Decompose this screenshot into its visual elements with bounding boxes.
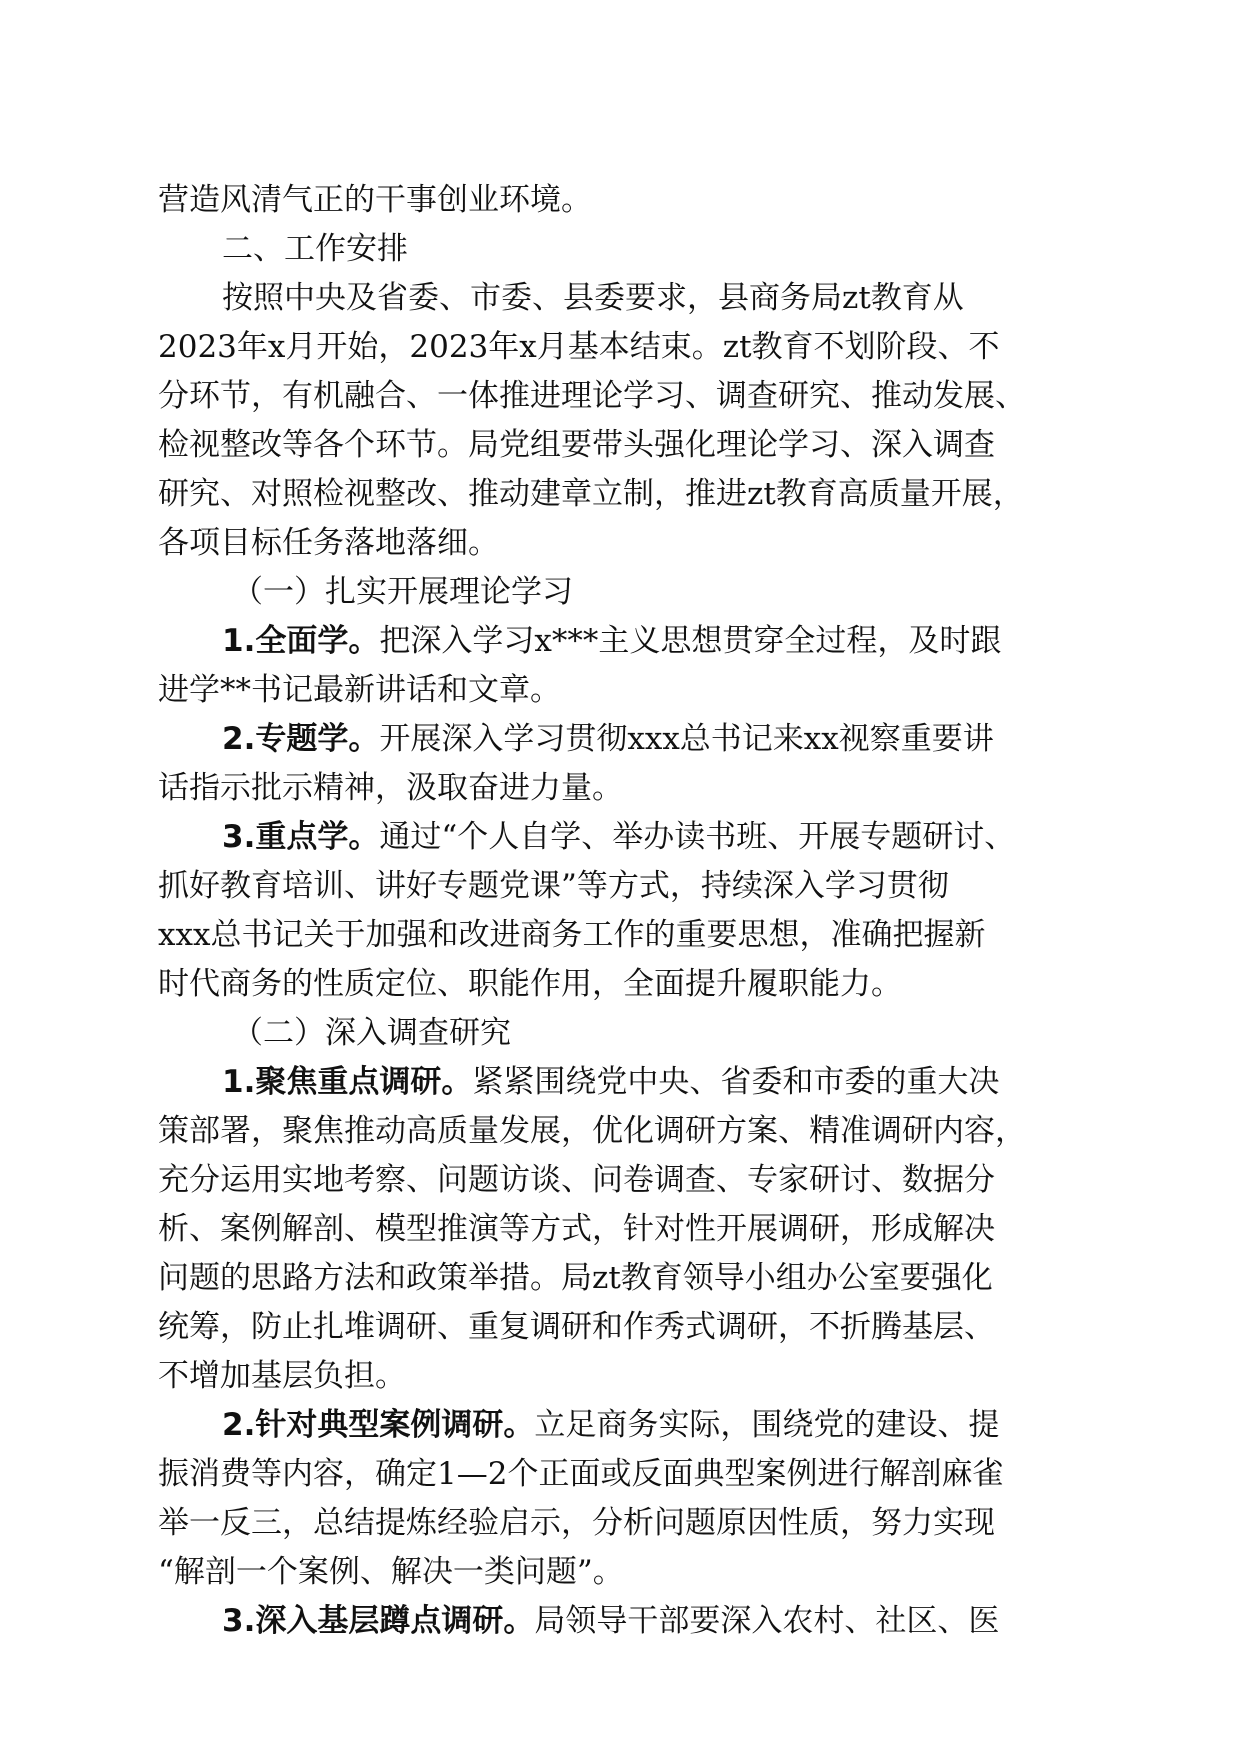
document-line: [158, 617, 1088, 666]
item-heading: 1.全面学。: [222, 623, 380, 659]
body-text: 紧紧围绕党中央、省委和市委的重大决: [472, 1064, 1000, 1100]
document-line: [158, 813, 1088, 862]
document-line: [158, 1205, 1088, 1254]
document-line: [158, 421, 1088, 470]
document-line: [158, 519, 1088, 568]
body-text: 时代商务的性质定位、职能作用，全面提升履职能力。: [158, 966, 902, 1002]
document-line: [158, 1548, 1088, 1597]
document-line: [158, 470, 1088, 519]
document-line: [158, 1597, 1088, 1646]
document-line: [158, 1254, 1088, 1303]
body-text: 检视整改等各个环节。局党组要带头强化理论学习、深入调查: [158, 427, 995, 463]
document-line: [158, 715, 1088, 764]
document-line: [158, 274, 1088, 323]
document-line: [158, 225, 1088, 274]
item-heading: 2.针对典型案例调研。: [222, 1407, 535, 1443]
body-text: 把深入学习x***主义思想贯穿全过程，及时跟: [379, 623, 1002, 659]
document-line: [158, 372, 1088, 421]
body-text: 充分运用实地考察、问题访谈、问卷调查、专家研讨、数据分: [158, 1162, 995, 1198]
document-line: [158, 176, 1088, 225]
body-text: （二）深入调查研究: [232, 1015, 511, 1051]
body-text: （一）扎实开展理论学习: [232, 574, 573, 610]
body-text: 析、案例解剖、模型推演等方式，针对性开展调研，形成解决: [158, 1211, 995, 1247]
body-text: 通过“个人自学、举办读书班、开展专题研讨、: [379, 819, 1016, 855]
document-line: [158, 1401, 1088, 1450]
body-text: 进学**书记最新讲话和文章。: [158, 672, 561, 708]
body-text: 统筹，防止扎堆调研、重复调研和作秀式调研，不折腾基层、: [158, 1309, 995, 1345]
item-heading: 1.聚焦重点调研。: [222, 1064, 473, 1100]
item-heading: 3.深入基层蹲点调研。: [222, 1603, 535, 1639]
document-line: [158, 1156, 1088, 1205]
document-line: [158, 666, 1088, 715]
body-text: 二、工作安排: [222, 231, 408, 267]
body-text: 举一反三，总结提炼经验启示，分析问题原因性质，努力实现: [158, 1505, 995, 1541]
body-text: 策部署，聚焦推动高质量发展，优化调研方案、精准调研内容，: [158, 1113, 1026, 1149]
body-text: 研究、对照检视整改、推动建章立制，推进zt教育高质量开展，: [158, 476, 1024, 512]
document-line: [158, 911, 1088, 960]
body-text: 按照中央及省委、市委、县委要求，县商务局zt教育从: [222, 280, 964, 316]
document-line: [158, 1107, 1088, 1156]
body-text: 振消费等内容，确定1—2个正面或反面典型案例进行解剖麻雀: [158, 1456, 1004, 1492]
document-line: [158, 1499, 1088, 1548]
body-text: 不增加基层负担。: [158, 1358, 406, 1394]
body-text: 各项目标任务落地落细。: [158, 525, 499, 561]
document-line: [158, 1450, 1088, 1499]
body-text: 问题的思路方法和政策举措。局zt教育领导小组办公室要强化: [158, 1260, 993, 1296]
document-line: [158, 1303, 1088, 1352]
body-text: xxx总书记关于加强和改进商务工作的重要思想，准确把握新: [158, 917, 986, 953]
body-text: “解剖一个案例、解决一类问题”。: [158, 1554, 624, 1590]
body-text: 分环节，有机融合、一体推进理论学习、调查研究、推动发展、: [158, 378, 1026, 414]
document-line: [158, 1352, 1088, 1401]
document-line: [158, 764, 1088, 813]
body-text: 2023年x月开始，2023年x月基本结束。zt教育不划阶段、不: [158, 329, 1000, 365]
document-line: [158, 1058, 1088, 1107]
document-line: [158, 862, 1088, 911]
item-heading: 2.专题学。: [222, 721, 380, 757]
document-line: [158, 1009, 1088, 1058]
document-line: [158, 960, 1088, 1009]
document-line: [158, 323, 1088, 372]
item-heading: 3.重点学。: [222, 819, 380, 855]
body-text: 局领导干部要深入农村、社区、医: [534, 1603, 1000, 1639]
body-text: 开展深入学习贯彻xxx总书记来xx视察重要讲: [379, 721, 994, 757]
document-body: [158, 176, 1088, 1646]
body-text: 抓好教育培训、讲好专题党课”等方式，持续深入学习贯彻: [158, 868, 949, 904]
body-text: 营造风清气正的干事创业环境。: [158, 182, 592, 218]
document-line: [158, 568, 1088, 617]
body-text: 话指示批示精神，汲取奋进力量。: [158, 770, 623, 806]
body-text: 立足商务实际，围绕党的建设、提: [534, 1407, 1000, 1443]
